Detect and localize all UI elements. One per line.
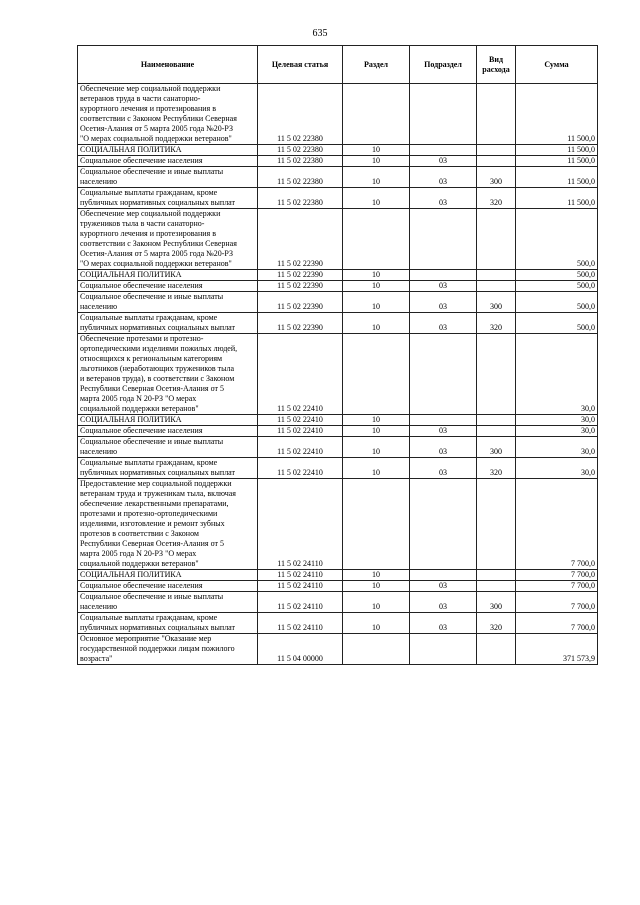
row-name: СОЦИАЛЬНАЯ ПОЛИТИКА <box>78 570 258 581</box>
target-article: 11 5 02 24110 <box>258 592 343 613</box>
sum-value: 11 500,0 <box>516 145 598 156</box>
row-name: Основное мероприятие "Оказание мер государственной поддержки лицам пожилого возраста" <box>78 634 258 665</box>
section-code: 10 <box>343 437 410 458</box>
table-row <box>78 634 598 665</box>
sum-value: 11 500,0 <box>516 188 598 209</box>
sum-value: 11 500,0 <box>516 156 598 167</box>
section-code: 10 <box>343 426 410 437</box>
section-code: 10 <box>343 281 410 292</box>
row-name: Социальное обеспечение и иные выплаты населению <box>78 292 258 313</box>
subsection-code: 03 <box>410 613 477 634</box>
table-row <box>78 209 598 270</box>
section-code: 10 <box>343 156 410 167</box>
subsection-code: 03 <box>410 592 477 613</box>
table-row <box>78 458 598 479</box>
section-code: 10 <box>343 613 410 634</box>
section-code <box>343 334 410 415</box>
expense-type-code <box>477 84 516 145</box>
row-name: Социальные выплаты гражданам, кроме публичных нормативных социальных выплат <box>78 313 258 334</box>
table-row <box>78 334 598 415</box>
row-name: Социальное обеспечение и иные выплаты населению <box>78 167 258 188</box>
subsection-code <box>410 570 477 581</box>
row-name: Социальное обеспечение населения <box>78 426 258 437</box>
section-code: 10 <box>343 270 410 281</box>
sum-value: 30,0 <box>516 415 598 426</box>
section-code: 10 <box>343 581 410 592</box>
table-row <box>78 167 598 188</box>
target-article: 11 5 02 22390 <box>258 270 343 281</box>
section-code: 10 <box>343 570 410 581</box>
subsection-code: 03 <box>410 167 477 188</box>
section-code: 10 <box>343 167 410 188</box>
subsection-code: 03 <box>410 156 477 167</box>
expense-type-code <box>477 281 516 292</box>
section-code <box>343 209 410 270</box>
subsection-code <box>410 145 477 156</box>
sum-value: 500,0 <box>516 209 598 270</box>
subsection-code <box>410 334 477 415</box>
budget-table <box>77 45 598 665</box>
expense-type-code <box>477 145 516 156</box>
subsection-code <box>410 479 477 570</box>
target-article: 11 5 02 22380 <box>258 145 343 156</box>
target-article: 11 5 02 22390 <box>258 209 343 270</box>
table-row <box>78 156 598 167</box>
target-article: 11 5 02 22410 <box>258 458 343 479</box>
sum-value: 7 700,0 <box>516 592 598 613</box>
sum-value: 30,0 <box>516 458 598 479</box>
target-article: 11 5 02 22390 <box>258 281 343 292</box>
row-name: СОЦИАЛЬНАЯ ПОЛИТИКА <box>78 415 258 426</box>
section-code: 10 <box>343 415 410 426</box>
expense-type-code <box>477 270 516 281</box>
header-target-article: Целевая статья <box>258 46 343 84</box>
expense-type-code: 300 <box>477 167 516 188</box>
expense-type-code <box>477 415 516 426</box>
sum-value: 30,0 <box>516 334 598 415</box>
subsection-code: 03 <box>410 458 477 479</box>
subsection-code: 03 <box>410 313 477 334</box>
target-article: 11 5 02 22380 <box>258 84 343 145</box>
table-header-row <box>78 46 598 84</box>
target-article: 11 5 02 22390 <box>258 292 343 313</box>
table-row <box>78 84 598 145</box>
table-row <box>78 479 598 570</box>
expense-type-code: 300 <box>477 292 516 313</box>
section-code <box>343 84 410 145</box>
expense-type-code: 300 <box>477 592 516 613</box>
target-article: 11 5 02 22410 <box>258 334 343 415</box>
section-code: 10 <box>343 458 410 479</box>
subsection-code <box>410 84 477 145</box>
expense-type-code <box>477 426 516 437</box>
row-name: Социальное обеспечение и иные выплаты населению <box>78 437 258 458</box>
page-number: 635 <box>312 28 328 39</box>
section-code: 10 <box>343 592 410 613</box>
section-code: 10 <box>343 313 410 334</box>
section-code: 10 <box>343 145 410 156</box>
sum-value: 7 700,0 <box>516 613 598 634</box>
table-row <box>78 270 598 281</box>
table-row <box>78 415 598 426</box>
header-sum: Сумма <box>516 46 598 84</box>
table-row <box>78 570 598 581</box>
sum-value: 11 500,0 <box>516 84 598 145</box>
section-code: 10 <box>343 188 410 209</box>
sum-value: 500,0 <box>516 292 598 313</box>
row-name: Социальное обеспечение населения <box>78 281 258 292</box>
section-code <box>343 634 410 665</box>
table-row <box>78 281 598 292</box>
expense-type-code: 320 <box>477 313 516 334</box>
target-article: 11 5 02 22410 <box>258 437 343 458</box>
expense-type-code <box>477 156 516 167</box>
table-body <box>78 84 598 665</box>
subsection-code: 03 <box>410 437 477 458</box>
row-name: Социальное обеспечение населения <box>78 156 258 167</box>
sum-value: 500,0 <box>516 313 598 334</box>
subsection-code: 03 <box>410 188 477 209</box>
subsection-code: 03 <box>410 581 477 592</box>
row-name: Обеспечение мер социальной поддержки ветеранов труда в части санаторно- курортного лечения и протезирования в соответствии с Законом Республики Северная Осетия-Алания от 5 марта 2005 года №20-РЗ "О мерах социальной поддержки ветеранов" <box>78 84 258 145</box>
sum-value: 500,0 <box>516 281 598 292</box>
row-name: Обеспечение мер социальной поддержки тружеников тыла в части санаторно- курортного лечения и протезирования в соответствии с Законом Республики Северная Осетия-Алания от 5 марта 2005 года №20-РЗ "О мерах социальной поддержки ветеранов" <box>78 209 258 270</box>
row-name: Социальные выплаты гражданам, кроме публичных нормативных социальных выплат <box>78 458 258 479</box>
section-code: 10 <box>343 292 410 313</box>
header-name: Наименование <box>78 46 258 84</box>
row-name: СОЦИАЛЬНАЯ ПОЛИТИКА <box>78 270 258 281</box>
target-article: 11 5 02 24110 <box>258 479 343 570</box>
sum-value: 500,0 <box>516 270 598 281</box>
row-name: Предоставление мер социальной поддержки ветеранам труда и труженикам тыла, включая обеспечение лекарственными препаратами, протезами и протезно-ортопедическими изделиями, изготовление и ремонт зубных протезов в соответствии с Законом Республики Северная Осетия-Алания от 5 марта 2005 года N 20-РЗ "О мерах социальной поддержки ветеранов" <box>78 479 258 570</box>
table-row <box>78 437 598 458</box>
header-subsection: Подраздел <box>410 46 477 84</box>
sum-value: 30,0 <box>516 426 598 437</box>
sum-value: 11 500,0 <box>516 167 598 188</box>
subsection-code <box>410 209 477 270</box>
expense-type-code <box>477 581 516 592</box>
section-code <box>343 479 410 570</box>
expense-type-code <box>477 634 516 665</box>
sum-value: 7 700,0 <box>516 479 598 570</box>
sum-value: 7 700,0 <box>516 570 598 581</box>
target-article: 11 5 02 24110 <box>258 613 343 634</box>
target-article: 11 5 02 22410 <box>258 426 343 437</box>
target-article: 11 5 02 22380 <box>258 156 343 167</box>
table-row <box>78 581 598 592</box>
table-row <box>78 188 598 209</box>
subsection-code: 03 <box>410 281 477 292</box>
table-row <box>78 592 598 613</box>
target-article: 11 5 02 24110 <box>258 581 343 592</box>
expense-type-code <box>477 209 516 270</box>
target-article: 11 5 02 24110 <box>258 570 343 581</box>
sum-value: 7 700,0 <box>516 581 598 592</box>
subsection-code: 03 <box>410 292 477 313</box>
row-name: Социальное обеспечение населения <box>78 581 258 592</box>
subsection-code: 03 <box>410 426 477 437</box>
subsection-code <box>410 634 477 665</box>
row-name: Обеспечение протезами и протезно- ортопедическими изделиями пожилых людей, относящихся к региональным категориям льготников (неработающих тружеников тыла и ветеранов труда), в соответствии с Законом Республики Северная Осетия-Алания от 5 марта 2005 года N 20-РЗ "О мерах социальной поддержки ветеранов" <box>78 334 258 415</box>
row-name: СОЦИАЛЬНАЯ ПОЛИТИКА <box>78 145 258 156</box>
row-name: Социальные выплаты гражданам, кроме публичных нормативных социальных выплат <box>78 188 258 209</box>
expense-type-code: 300 <box>477 437 516 458</box>
target-article: 11 5 02 22390 <box>258 313 343 334</box>
table-row <box>78 426 598 437</box>
sum-value: 371 573,9 <box>516 634 598 665</box>
expense-type-code: 320 <box>477 458 516 479</box>
target-article: 11 5 02 22380 <box>258 167 343 188</box>
table-row <box>78 145 598 156</box>
expense-type-code: 320 <box>477 613 516 634</box>
row-name: Социальное обеспечение и иные выплаты населению <box>78 592 258 613</box>
target-article: 11 5 02 22380 <box>258 188 343 209</box>
expense-type-code <box>477 334 516 415</box>
expense-type-code: 320 <box>477 188 516 209</box>
row-name: Социальные выплаты гражданам, кроме публичных нормативных социальных выплат <box>78 613 258 634</box>
target-article: 11 5 04 00000 <box>258 634 343 665</box>
header-expense-type: Вид расхода <box>477 46 516 84</box>
table-row <box>78 313 598 334</box>
sum-value: 30,0 <box>516 437 598 458</box>
table-row <box>78 613 598 634</box>
header-section: Раздел <box>343 46 410 84</box>
expense-type-code <box>477 479 516 570</box>
subsection-code <box>410 415 477 426</box>
subsection-code <box>410 270 477 281</box>
expense-type-code <box>477 570 516 581</box>
table-row <box>78 292 598 313</box>
target-article: 11 5 02 22410 <box>258 415 343 426</box>
